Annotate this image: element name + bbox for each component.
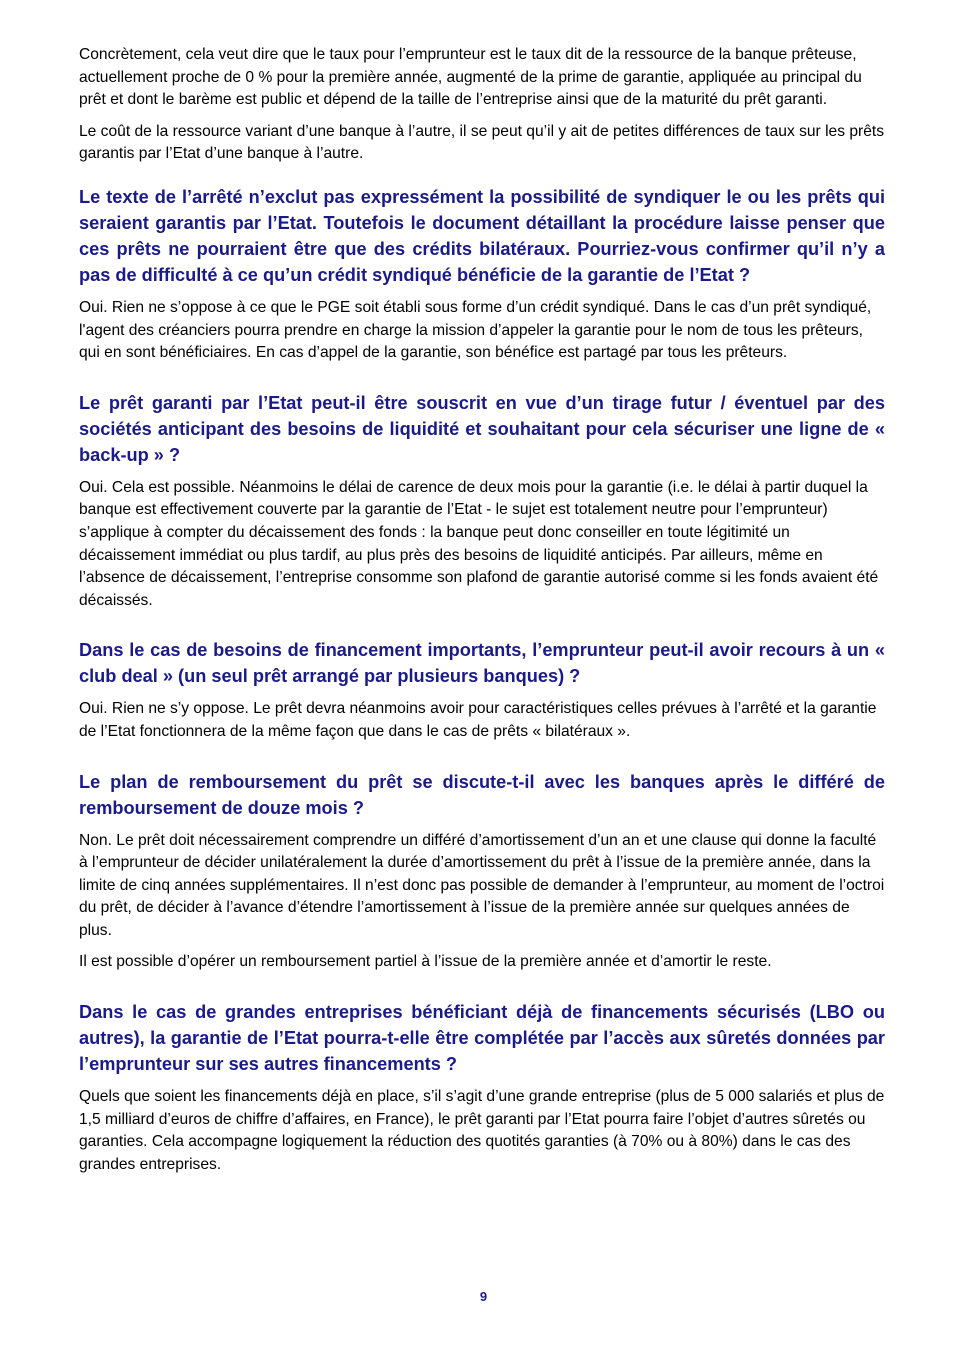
answer-paragraph: Oui. Rien ne s’y oppose. Le prêt devra néanmoins avoir pour caractéristiques celles prévues à l’arrêté et la garantie de l’Etat fonctionnera de la même façon que dans le cas de prêts « bilatéraux ».	[79, 700, 877, 740]
answer-paragraph: Quels que soient les financements déjà en place, s’il s’agit d’une grande entreprise (plus de 5 000 salariés et plus de 1,5 milliard d’euros de chiffre d’affaires, en France), le prêt garanti par l’Etat pourra faire l’objet d’autres sûretés ou garanties. Cela accompagne logiquement la réduction des quotités garanties (à 70% ou à 80%) dans le cas des grandes entreprises.	[79, 1088, 885, 1173]
question-heading: Dans le cas de besoins de financement importants, l’emprunteur peut-il avoir recours à un « club deal » (un seul prêt arrangé par plusieurs banques) ?	[79, 640, 885, 687]
answer-paragraph: Non. Le prêt doit nécessairement comprendre un différé d’amortissement d’un an et une clause qui donne la faculté à l’emprunteur de décider unilatéralement la durée d’amortissement du prêt à l’issue de la première année, dans la limite de cinq années supplémentaires. Il n’est donc pas possible de demander à l’emprunteur, au moment de l’octroi du prêt, de décider à l’avance d’étendre l’amortissement à l’issue de la première année sur quelques années de plus.	[79, 831, 885, 939]
question-heading: Le texte de l’arrêté n’exclut pas expressément la possibilité de syndiquer le ou les prêts qui seraient garantis par l’Etat. Toutefois le document détaillant la procédure laisse penser que ces prêts ne pourraient être que des crédits bilatéraux. Pourriez-vous confirmer qu’il n’y a pas de difficulté à ce qu’un crédit syndiqué bénéficie de la garantie de l’Etat ?	[79, 186, 885, 285]
question-heading: Dans le cas de grandes entreprises bénéficiant déjà de financements sécurisés (LBO ou autres), la garantie de l’Etat pourra-t-elle être complétée par l’accès aux sûretés données par l’emprunteur sur ses autres financements ?	[79, 1002, 885, 1075]
answer-paragraph: Oui. Rien ne s’oppose à ce que le PGE soit établi sous forme d’un crédit syndiqué. Dans le cas d’un prêt syndiqué, l'agent des créanciers pourra prendre en charge la mission d’appeler la garantie pour le nom de tous les prêteurs, qui en sont bénéficiaires. En cas d’appel de la garantie, son bénéfice est partagé par tous les prêteurs.	[79, 298, 872, 362]
answer-paragraph: Il est possible d’opérer un remboursement partiel à l’issue de la première année et d’amortir le reste.	[79, 953, 772, 971]
page-number: 9	[479, 1289, 488, 1304]
question-heading: Le plan de remboursement du prêt se discute-t-il avec les banques après le différé de remboursement de douze mois ?	[79, 771, 885, 818]
intro-paragraph: Le coût de la ressource variant d’une banque à l’autre, il se peut qu’il y ait de petites différences de taux sur les prêts garantis par l’Etat d’une banque à l’autre.	[79, 122, 885, 163]
intro-paragraph: Concrètement, cela veut dire que le taux pour l’emprunteur est le taux dit de la ressource de la banque prêteuse, actuellement proche de 0 % pour la première année, augmenté de la prime de garantie, appliquée au principal du prêt et dont le barème est public et dépend de la taille de l’entreprise ainsi que de la maturité du prêt garanti.	[79, 46, 862, 109]
answer-paragraph: Oui. Cela est possible. Néanmoins le délai de carence de deux mois pour la garantie (i.e. le délai à partir duquel la banque est effectivement couverte par la garantie de l’Etat - le sujet est totalement neutre pour l’emprunteur) s’applique à compter du décaissement des fonds : la banque peut donc conseiller en toute légitimité un décaissement immédiat ou plus tardif, au plus près des besoins de liquidité anticipés. Par ailleurs, même en l’absence de décaissement, l’entreprise consomme son plafond de garantie autorisé comme si les fonds avaient été décaissés.	[79, 478, 879, 609]
question-heading: Le prêt garanti par l’Etat peut-il être souscrit en vue d’un tirage futur / éventuel par des sociétés anticipant des besoins de liquidité et souhaitant pour cela sécuriser une ligne de « back-up » ?	[79, 392, 885, 465]
document-page	[79, 44, 885, 1176]
